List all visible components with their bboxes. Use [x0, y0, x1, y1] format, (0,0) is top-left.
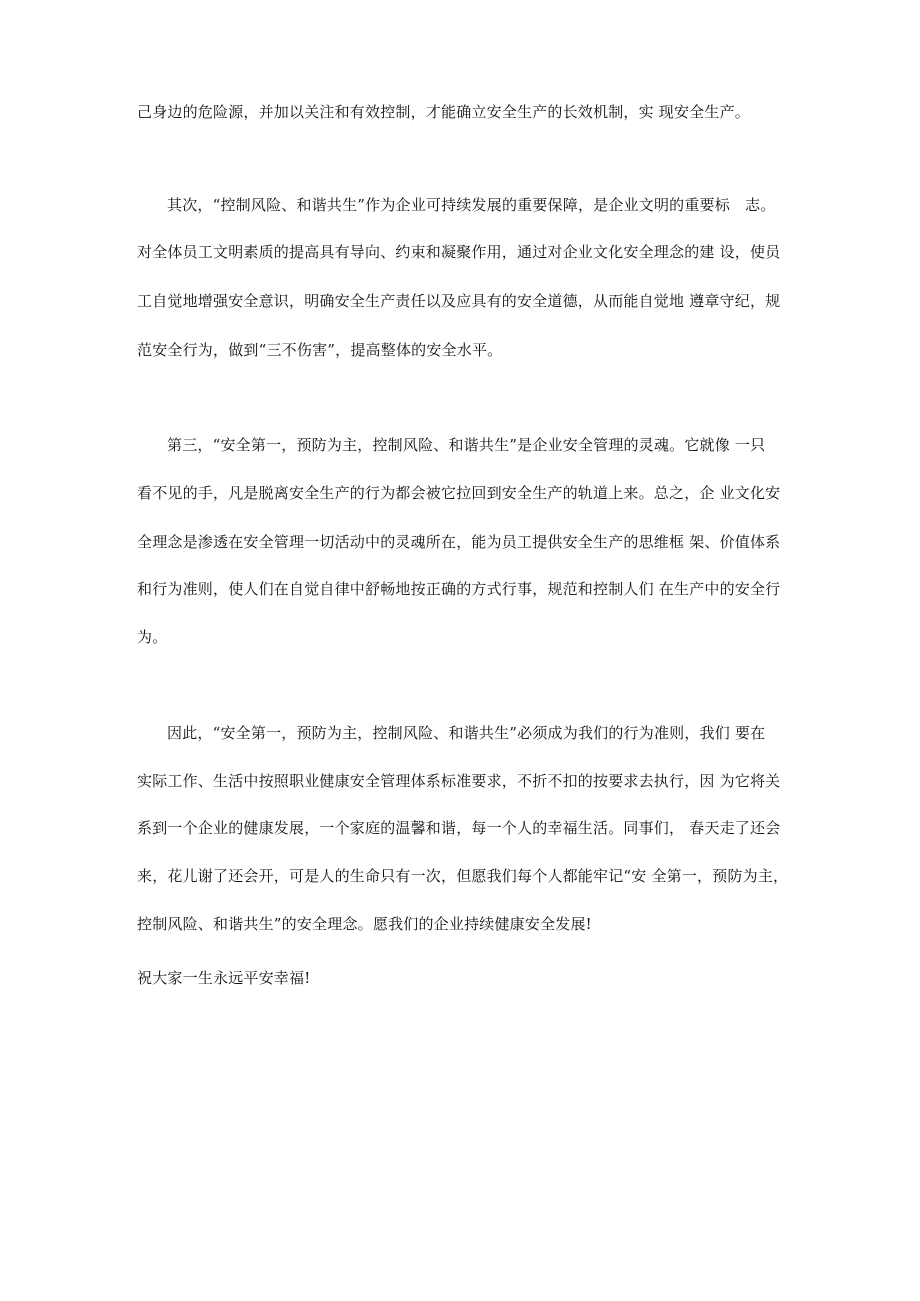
paragraph-1-line-1: 己身边的危险源，并加以关注和有效控制，才能确立安全生产的长效机制，实 现安全生产。	[137, 103, 750, 121]
paragraph-4-line-4: 来，花儿谢了还会开，可是人的生命只有一次，但愿我们每个人都能牢记“安 全第一，预防为主，	[137, 867, 789, 885]
paragraph-3-line-2: 看不见的手，凡是脱离安全生产的行为都会被它拉回到安全生产的轨道上来。总之，企 业文化安	[137, 484, 781, 502]
paragraph-4-line-2: 实际工作、生活中按照职业健康安全管理体系标准要求，不折不扣的按要求去执行，因 为它将关	[137, 772, 781, 790]
closing-line: 祝大家一生永远平安幸福!	[137, 969, 311, 987]
paragraph-3-line-3: 全理念是渗透在安全管理一切活动中的灵魂所在，能为员工提供安全生产的思维框 架、价值体系	[137, 533, 781, 551]
paragraph-2-line-2: 对全体员工文明素质的提高具有导向、约束和凝聚作用，通过对企业文化安全理念的建 设，使员	[137, 243, 781, 261]
paragraph-4-line-3: 系到一个企业的健康发展，一个家庭的温馨和谐，每一个人的幸福生活。同事们， 春天走了还会	[137, 819, 781, 837]
paragraph-3-line-5: 为。	[137, 628, 168, 646]
paragraph-2-line-1: 其次，“控制风险、和谐共生”作为企业可持续发展的重要保障，是企业文明的重要标 志。	[167, 196, 776, 214]
paragraph-4-line-5: 控制风险、和谐共生”的安全理念。愿我们的企业持续健康安全发展!	[137, 915, 592, 933]
paragraph-4-line-1: 因此，“安全第一，预防为主，控制风险、和谐共生”必须成为我们的行为准则，我们 要在	[167, 724, 766, 742]
paragraph-3-line-4: 和行为准则，使人们在自觉自律中舒畅地按正确的方式行事，规范和控制人们 在生产中的安全行	[137, 580, 781, 598]
paragraph-2-line-4: 范安全行为，做到“三不伤害”，提高整体的安全水平。	[137, 341, 503, 359]
paragraph-2-line-3: 工自觉地增强安全意识，明确安全生产责任以及应具有的安全道德，从而能自觉地 遵章守纪，规	[137, 292, 781, 310]
paragraph-3-line-1: 第三，“安全第一，预防为主，控制风险、和谐共生”是企业安全管理的灵魂。它就像 一只	[167, 436, 766, 454]
